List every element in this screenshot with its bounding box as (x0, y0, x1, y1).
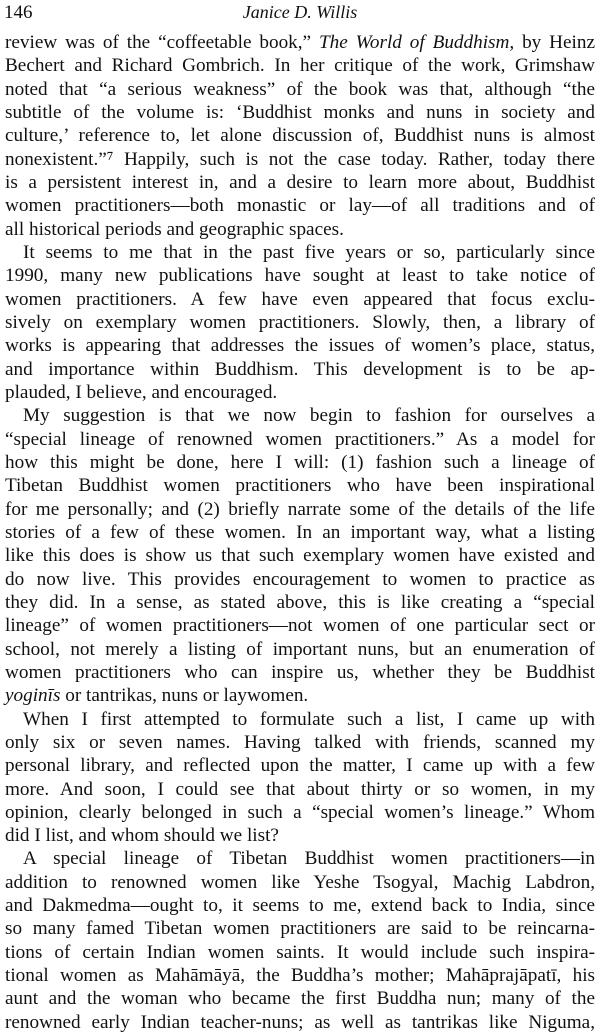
text-line (5, 171, 595, 194)
text-line (5, 264, 595, 287)
text-span: or tantrikas, nuns or laywomen. (60, 685, 309, 707)
text-span: “special lineage of renowned women practitioners.” As a model for (5, 428, 595, 450)
text-span: more. And soon, I could see that about thirty or so women, in my (5, 778, 595, 800)
text-line (5, 241, 595, 264)
text-line (5, 78, 595, 101)
text-span: renowned early Indian teacher-nuns; as well as tantrikas like Niguma, (5, 1011, 595, 1033)
text-span: school, not merely a listing of important nuns, but an enumeration of (5, 638, 595, 660)
text-span: tional women as Mahāmāyā, the Buddha’s mother; Mahāprajāpatī, his (5, 965, 595, 987)
text-span: opinion, clearly belonged in such a “special women’s lineage.” Whom (5, 801, 595, 823)
text-line (5, 987, 595, 1010)
text-line (5, 731, 595, 754)
text-span: and Dakmedma—ought to, it seems to me, extend back to India, since (5, 895, 595, 917)
text-line (5, 894, 595, 917)
italic-text: The World of Buddhism, (318, 32, 515, 53)
text-span: how this might be done, here I will: (1) fashion such a lineage of (5, 451, 595, 473)
text-span: nonexistent.”⁷ Happily, such is not the case today. Rather, today there (5, 148, 595, 170)
text-span: is a persistent interest in, and a desire to learn more about, Buddhist (5, 171, 595, 193)
text-span: aunt and the woman who became the first Buddha nun; many of the (5, 988, 595, 1010)
text-span: tions of certain Indian women saints. It would include such inspira- (5, 941, 595, 963)
text-line (5, 451, 595, 474)
text-line (5, 498, 595, 521)
paragraph (5, 31, 595, 241)
text-span: by Heinz (514, 32, 595, 53)
text-span: When I first attempted to formulate such a list, I came up with (23, 708, 595, 730)
text-span: It seems to me that in the past five years or so, particularly since (23, 241, 595, 263)
text-span: for me personally; and (2) briefly narrate some of the details of the life (5, 498, 595, 520)
text-span: women practitioners—both monastic or lay—of all traditions and of (5, 195, 595, 217)
text-span: lineage” of women practitioners—not women of one particular sect or (5, 615, 595, 637)
text-line (5, 754, 595, 777)
text-span: subtitle of the volume is: ‘Buddhist monks and nuns in society and (5, 101, 595, 123)
text-span: did I list, and whom should we list? (5, 825, 279, 847)
text-line (5, 194, 595, 217)
text-line (5, 101, 595, 124)
text-span: Bechert and Richard Gombrich. In her critique of the work, Grimshaw (5, 55, 595, 77)
text-line (5, 288, 595, 311)
running-head: Janice D. Willis (242, 2, 358, 22)
text-span: review was of the “coffeetable book,” (5, 32, 319, 53)
paragraph (5, 241, 595, 404)
text-line (5, 871, 595, 894)
text-line (5, 404, 595, 427)
text-line (5, 311, 595, 334)
text-line (5, 31, 595, 54)
text-line (5, 54, 595, 77)
paragraph (5, 847, 595, 1034)
text-line (5, 614, 595, 637)
text-line (5, 917, 595, 940)
text-span: do now live. This provides encouragement to women to practice as (5, 568, 595, 590)
text-line (5, 1011, 595, 1034)
text-line (5, 964, 595, 987)
text-span: women practitioners. A few have even appeared that focus exclu- (5, 288, 595, 310)
text-span: they did. In a sense, as stated above, this is like creating a “special (5, 591, 595, 613)
text-line (5, 148, 595, 171)
text-span: like this does is show us that such exemplary women have existed and (5, 545, 595, 567)
text-line (5, 684, 595, 707)
text-line (5, 334, 595, 357)
body-text (5, 31, 595, 1034)
page-number: 146 (4, 2, 33, 23)
text-span: women practitioners who can inspire us, whether they be Buddhist (5, 661, 595, 683)
text-span: only six or seven names. Having talked with friends, scanned my (5, 731, 595, 753)
text-span: sively on exemplary women practitioners. Slowly, then, a library of (5, 311, 595, 333)
text-span: stories of a few of these women. In an important way, what a listing (5, 521, 595, 543)
text-line (5, 568, 595, 591)
text-line (5, 638, 595, 661)
text-span: Tibetan Buddhist women practitioners who have been inspirational (5, 475, 595, 497)
text-line (5, 474, 595, 497)
text-span: noted that “a serious weakness” of the book was that, although “the (5, 78, 595, 100)
text-span: personal library, and reflected upon the matter, I came up with a few (5, 755, 595, 777)
text-line (5, 941, 595, 964)
text-span: plauded, I believe, and encouraged. (5, 381, 278, 403)
page-header (0, 0, 600, 28)
text-span: culture,’ reference to, let alone discussion of, Buddhist nuns is almost (5, 125, 595, 147)
text-line (5, 661, 595, 684)
text-span: A special lineage of Tibetan Buddhist women practitioners—in (23, 848, 595, 870)
text-line (5, 591, 595, 614)
text-line (5, 521, 595, 544)
paragraph (5, 404, 595, 707)
text-span: all historical periods and geographic spaces. (5, 218, 344, 240)
text-line (5, 824, 595, 847)
text-line (5, 778, 595, 801)
text-line (5, 124, 595, 147)
text-span: 1990, many new publications have sought at least to take notice of (5, 265, 595, 287)
text-line (5, 847, 595, 870)
text-span: and importance within Buddhism. This development is to be ap- (5, 358, 595, 380)
text-line (5, 708, 595, 731)
text-line (5, 428, 595, 451)
text-span: addition to renowned women like Yeshe Tsogyal, Machig Labdron, (5, 871, 595, 893)
text-line (5, 218, 595, 241)
text-line (5, 801, 595, 824)
text-line (5, 381, 595, 404)
text-span: so many famed Tibetan women practitioners are said to be reincarna- (5, 918, 595, 940)
text-line (5, 544, 595, 567)
italic-text: yoginīs (5, 685, 61, 707)
text-span: works is appearing that addresses the issues of women’s place, status, (5, 335, 595, 357)
text-line (5, 358, 595, 381)
text-span: My suggestion is that we now begin to fashion for ourselves a (23, 405, 595, 427)
paragraph (5, 708, 595, 848)
